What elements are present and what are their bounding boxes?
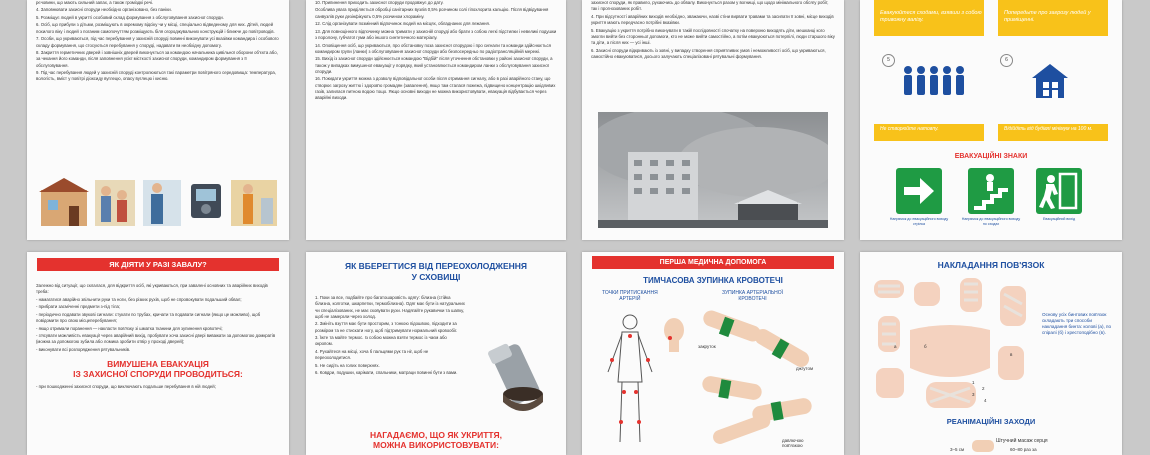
- signs-title: ЕВАКУАЦІЙНІ ЗНАКИ: [954, 153, 1028, 160]
- paragraph: - прибрати засміченні предмети з-під тіла;: [36, 304, 121, 310]
- stairs-exit-icon: [968, 168, 1014, 214]
- paragraph: 2. Змініть взуття має бути просторим, з тонкою підошвою, підходити за розміром та не стискати ногу, щоб підтримувати нормальний кровообіг.: [315, 321, 458, 333]
- bandage-letter: б: [924, 344, 927, 349]
- sheet1-text: [27, 0, 289, 83]
- paragraph: 6. Ковдри, подушки, карімати, спальники, матраци повинні бути з вами.: [315, 370, 458, 376]
- paragraph: - намагатися аварійно звільнити руки та ноги, без різких рухів, щоб не спровокувати подальший обвал;: [36, 296, 242, 302]
- paragraph: 15. Вихід із захисної споруди здійснюється командою "Відбій" після уточнення обстановки у районі захисної споруди, а також у випадках вимушеної евакуації у порядку, який установлюється командиром ланки з обслуговування захисної споруди.: [315, 56, 553, 74]
- head-figure: [660, 316, 688, 356]
- sheet-shelter-rules: [27, 0, 289, 240]
- label-twist: закруток: [698, 344, 716, 349]
- paragraph: - виконувати всі розпорядження рятувальників.: [36, 346, 131, 352]
- paragraph: 1. Поки за все, подбайте про багатошаровість одягу: білизна (стійка білизна, колготки, шкарпетки, термобілизна). Одяг має бути із натуральних чи спеціалізованих, не має сковувати рухи. Надягайте рукавички та шапку, щоб не замерзли через холод.: [315, 295, 465, 319]
- bandage-letter: в: [1010, 352, 1013, 357]
- sign-exit: [1036, 168, 1082, 214]
- sheet-evacuation: [582, 0, 844, 240]
- sheet6-footer: НАГАДАЄМО, ЩО ЯК УКРИТТЯ, МОЖНА ВИКОРИСТОВУВАТИ:: [370, 430, 502, 450]
- illustration-strip: [39, 176, 279, 228]
- tourniquet-illustrations: [692, 310, 832, 450]
- paragraph: - періодично подавати звукові сигнали: стукати по трубах, кричати та подавати сигнали (якщо це можливо), щоб повідомити про свою місцеперебування;: [36, 311, 261, 324]
- cpr-depth: 3–5 см: [950, 447, 965, 452]
- sign-caption: Напрямок до евакуаційного виходу стрілка: [889, 217, 949, 226]
- sheet-shelter-rules-2: [306, 0, 566, 240]
- paragraph: 3. Їжте та майте термос. Із собою можна взяти термос із чаєм або окропом.: [315, 335, 447, 347]
- house-roof: [39, 178, 89, 192]
- paragraph: 7. Особи, що укриваються, під час перебування у захисній споруді повинні виконувати усі вказівки командира і особового складу формування, що стосуються перебування у споруді, надавати їм необхідну допомогу.: [36, 36, 279, 48]
- paragraph: 12. Слід організувати позмінний відпочинок людей на місцях, обладнаних для лежання.: [315, 21, 491, 27]
- thermos-illustration: [471, 332, 551, 412]
- forced-evacuation-heading: ВИМУШЕНА ЕВАКУАЦІЯ ІЗ ЗАХИСНОЇ СПОРУДИ ПРОВОДИТЬСЯ:: [73, 359, 243, 380]
- sheet7-subtitle: ТИМЧАСОВА ЗУПИНКА КРОВОТЕЧІ: [643, 276, 783, 285]
- paragraph: 13. Для повноцінного відпочинку можна тримати у захисній споруді або брати з собою легкі підстилки і невеликі подушки з поролону, губчатої гуми або іншого синтетичного матеріалу.: [315, 28, 557, 41]
- sheet3-text: [582, 0, 844, 60]
- label-tourniquet: джгутом: [796, 366, 814, 371]
- bandage-letter: 3: [972, 392, 975, 397]
- sheet-evacuation-steps: [860, 0, 1122, 240]
- col2-heading: ЗУПИНКА АРТЕРІАЛЬНОЇ КРОВОТЕЧІ: [722, 290, 784, 302]
- paragraph: Залежно від ситуації, що склалася, для відкриття осіб, які укриваються, при завалені основних та аварійних виходів треба:: [36, 283, 268, 295]
- paragraph: 4. Рухайтеся на місці, хоча б пальцями рук та ніг, щоб не переохолодитися.: [315, 348, 429, 361]
- bandage-letter: 4: [984, 398, 987, 403]
- paragraph: 14. Оповіщення осіб, що укриваються, про обстановку поза захисної спорудою і про сигнали та команди здійснюється командиром групи (ланки) з обслуговування захисної споруди або безпосередньо по радіотрансляційній мережі.: [315, 42, 551, 54]
- step-number: 5: [882, 54, 895, 67]
- paragraph: - з'ясувати можливість евакуації через аварійний вихід, пробувати хоча захисні двері виважати за допомогою домкратів (можна за допомогою зубила або ломика зробити отвір у проході дверей);: [36, 333, 276, 345]
- sheet-hypothermia: [306, 252, 566, 455]
- sign-caption: Напрямок до евакуаційного виходу по сходах: [961, 217, 1021, 226]
- step-number: 6: [1000, 54, 1013, 67]
- step-card: Попередьте про загрозу людей у приміщенні.: [998, 0, 1108, 36]
- emergency-exit-icon: [1036, 168, 1082, 214]
- paragraph: Особлива увага приділяється обробці санітарних вузлів 0,5% розчином солі гіпохлорита кальцію. Після відвідування санвузлів руки дезінфікують 0,5% розчином хлораміну.: [315, 7, 549, 19]
- sheet5-text: [27, 271, 289, 353]
- bandage-letter: 1: [972, 380, 975, 385]
- sheet-collapse: [27, 252, 289, 455]
- house-person-icon: [1030, 62, 1070, 100]
- paragraph: 16. Покидати укриття можна з дозволу відповідальної особи після отримання сигналу, або в разі аварійного стану, що створює загрозу життю і здоров'ю громадян (завалення), якщо там сталася пожежа, підвищено концентрацію шкідливих газів, залилася питною водою тощо. Якщо основні виходи не можна використовувати, евакуація відбувається через аварійні виходи.: [315, 76, 556, 101]
- cpr-hands: [968, 436, 998, 454]
- paragraph: 4. Заповнювати захисні споруди необхідно організовано, без паніки.: [36, 7, 172, 13]
- step-card: Не створюйте натовпу.: [874, 124, 984, 141]
- paragraph: 6. Осіб, що прибули з дітьми, розміщують в окремому відсіку чи у місці, спеціально відведеному для них. Дітей, людей похилого віку і людей з поганим самопочуттям розміщують біля огороджувальних конструкцій і ближче до повітроводів.: [36, 22, 275, 34]
- sheet-first-aid: [582, 252, 844, 455]
- paragraph: 5. Не сидіть на голих поверхнях.: [315, 362, 380, 368]
- sheet2-text: [306, 0, 566, 102]
- sheet6-text: [306, 283, 474, 377]
- step-card: Евакуюйтеся сходами, взявши з собою тривожну валізу.: [874, 0, 984, 36]
- bandage-letter: а: [894, 344, 897, 349]
- sheet5-title: ЯК ДІЯТИ У РАЗІ ЗАВАЛУ?: [37, 258, 279, 271]
- paragraph: рєчовини, що мають сильний запах, а також громіздкі речі.: [36, 0, 154, 5]
- sign-caption: Евакуаційний вихід: [1042, 217, 1076, 221]
- paragraph: 5. Евакуацію з укриття потрібно виконувати в такій послідовності спочатку на поверхню виходять діти, мешканці кого змогли вийти без сторонньої допомоги, кто не може вийти самостійно, а потім евакуюються потерпілі, люди старшого віку та діти, а після них — усі інші.: [591, 27, 835, 46]
- paragraph: захисної споруди, як правило, рухаючись до обвалу. Виконується разом у вогнищі, що щодо мінімального обсягу робіт, так і прогнозованих робіт.: [591, 0, 829, 12]
- paragraph: 4. При відсутності аварійних виходів необхідно, зважаючи, назві стіни вирвати травами та засипати її зовні, місце виходів укриття мають передчасно потрібні вказівки.: [591, 13, 834, 26]
- step-card: Відійдіть від будівлі мінімум на 100 м.: [998, 124, 1108, 141]
- paragraph: 9. Під час перебування людей у захисній споруді контролюються такі параметри повітряного середовища: температура, вологість, вміст у повітрі діоксиду вуглецю, опасу вуглецю і кисню.: [36, 70, 277, 82]
- paragraph: 10. Припинення приходить захисної споруди продовжує до дату.: [315, 0, 444, 5]
- sign-stairs: [968, 168, 1014, 214]
- paragraph: - якщо отримали поранення — накласти пов'язку зі шматка тканини для зупинення кровотечі;: [36, 325, 223, 331]
- sheet-bandages: [860, 252, 1122, 455]
- sheet8-title: НАКЛАДАННЯ ПОВ'ЯЗОК: [937, 260, 1045, 270]
- sheet7-title: ПЕРША МЕДИЧНА ДОПОМОГА: [592, 256, 834, 269]
- cpr-rate: 60–80 раз за: [1010, 447, 1037, 452]
- col1-heading: ТОЧКИ ПРИТИСКАННЯ АРТЕРІЙ: [602, 290, 658, 302]
- sign-arrow: [896, 168, 942, 214]
- bandage-letter: 2: [982, 386, 985, 391]
- label-pressure: давлючою пов'язкою: [782, 438, 804, 448]
- sheet5-after: - при пошкодженні захисної споруди, що виключають подальше перебування в ній людей;: [36, 384, 216, 390]
- paragraph: 5. Розміщує людей в укритті особовий склад формування з обслуговування захисної споруди.: [36, 14, 224, 20]
- sheet6-title: ЯК ВБЕРЕГТИСЯ ВІД ПЕРЕОХОЛОДЖЕННЯ У СХОВИЩІ: [344, 261, 528, 282]
- cpr-note: Штучний масаж серця: [996, 438, 1048, 444]
- crowd-icon: [900, 64, 968, 98]
- body-figure: [600, 312, 660, 452]
- paragraph: 8. Закриття герметичних дверей і зовнішніх дверей виконується за командою начальника цивільної оборони об'єкта або, за чекання його команди, після заповнення усієї місткості захисної споруди, командиром формування з її обслуговування.: [36, 50, 278, 68]
- fire-photo: [598, 112, 828, 228]
- sheet8-subtitle: РЕАНІМАЦІЙНІ ЗАХОДИ: [946, 417, 1036, 426]
- bandage-text: Основу усіх бинтових пов'язок складають три способи накладання бинта: колові (а), по спіралі (б) і хрестоподібно (в).: [1042, 312, 1112, 335]
- arrow-right-icon: [896, 168, 942, 214]
- house-illustration: [41, 190, 87, 226]
- paragraph: 6. Захисні споруди відкривають із зовні, у випадку створення сприятливих умов і неможливості осіб, що укриваються, самостійно евакуюватися, досього залучають спеціалізовані рятувальні формування.: [591, 47, 826, 59]
